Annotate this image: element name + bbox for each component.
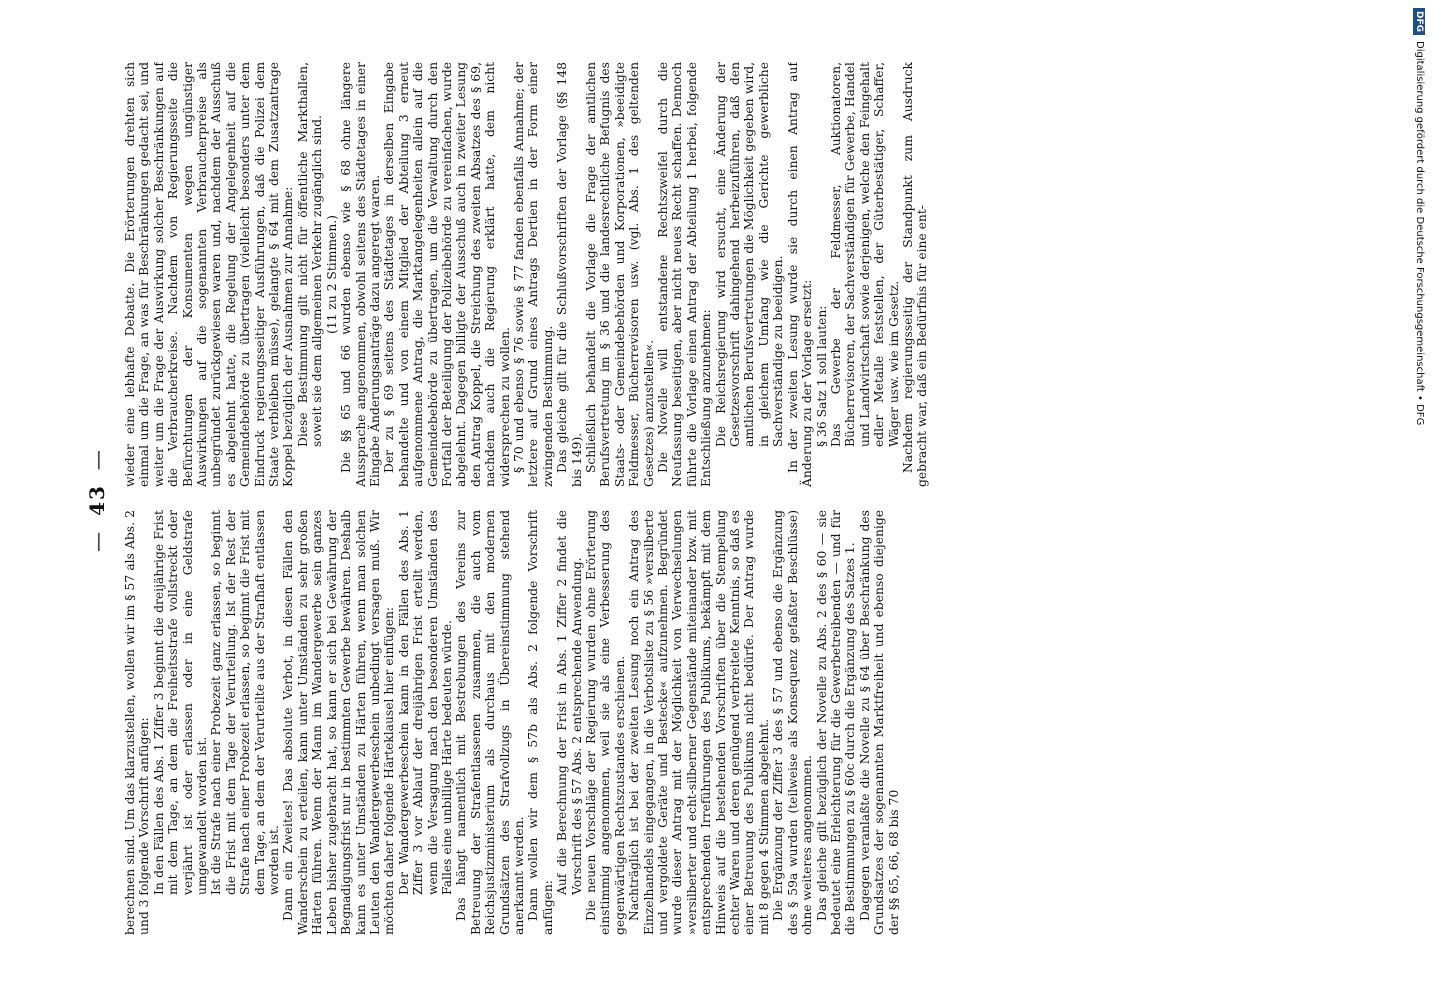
right-column: [123, 62, 1313, 487]
paragraph: Die Novelle will entstandene Rechtszweifel durch die Neufassung beseitigen, aber nicht neues Recht schaffen. Dennoch führte die Vorlage einen Antrag der Abteilung 1 herbei, folgende Entschließung anzunehmen:: [656, 62, 714, 487]
page-number: 43: [85, 484, 109, 516]
paragraph: Das Gewerbe der Feldmesser, Auktionatoren, Bücherrevisoren, der Sachverständigen für Gewerbe, Handel und Landwirtschaft sowie derjenigen, welche den Feingehalt edler Metalle feststellen, der Güterbestätiger, Schaffer, Wäger usw. wie im Gesetz.: [828, 62, 901, 447]
rotated-page: [77, 50, 1337, 950]
paragraph: Dagegen veranlaßte die Novelle zu § 64 über Beschränkung des Grundsatzes der sogenannten Marktfreiheit und ebenso diejenige der §§ 65, 66, 68 bis 70: [857, 510, 901, 935]
header-dash-left: —: [85, 529, 109, 552]
paragraph: Das gleiche gilt für die Schlußvorschriften der Vorlage (§§ 148 bis 149).: [555, 62, 584, 487]
paragraph: Ist die Strafe nach einer Probezeit ganz erlassen, so beginnt die Frist mit dem Tage der Verurteilung. Ist der Rest der Strafe nach einer Probezeit erlassen, so beginnt die Frist mit dem Tage, an dem der Verurteilte aus der Strafhaft entlassen worden ist.: [209, 510, 282, 895]
paragraph: In der zweiten Lesung wurde sie durch einen Antrag auf Änderung zu der Vorlage ersetzt:: [785, 62, 815, 487]
page-inner: [77, 50, 1337, 950]
paragraph: Die neuen Vorschläge der Regierung wurden ohne Erörterung einstimmig angenommen, weil sie als eine Verbesserung des gegenwärtigen Rechtszustandes erschienen.: [584, 510, 627, 935]
paragraph: Dann wollen wir dem § 57b als Abs. 2 folgende Vorschrift anfügen:: [526, 510, 555, 935]
credit-label: Digitalisierung gefördert durch die Deutsche Forschungsgemeinschaft • DFG: [1414, 41, 1425, 426]
paragraph: Dann ein Zweites! Das absolute Verbot, in diesen Fällen den Wanderschein zu erteilen, kann unter Umständen zu sehr großen Härten führen. Wenn der Mann im Wandergewerbe sein ganzes Leben bisher zugebracht hat, so kann er sich bei Gewährung der Begnadigungsfrist nur in bestimmten Gewerbe bewähren. Deshalb kann es unter Umständen zu Härten führen, wenn man solchen Leuten den Wandergewerbeschein unbedingt versagen muß. Wir möchten daher folgende Härteklausel hier einfügen:: [281, 510, 397, 935]
paragraph: berechnen sind. Um das klarzustellen, wollen wir im § 57 als Abs. 2 und 3 folgende Vorschrift anfügen:: [123, 510, 152, 935]
paragraph: § 36 Satz 1 soll lauten:: [814, 305, 829, 447]
paragraph: Die §§ 65 und 66 wurden ebenso wie § 68 ohne längere Aussprache angenommen, obwohl seitens des Städtetages in einer Eingabe Änderungsanträge dazu angeregt waren.: [339, 62, 382, 487]
paragraph: Nachträglich ist bei der zweiten Lesung noch ein Antrag des Einzelhandels eingegangen, in die Verbotsliste zu § 56 »versilberte und vergoldete Geräte und Bestecke« aufzunehmen. Begründet wurde dieser Antrag mit der Möglichkeit von Verwechselungen »versilberter und echt-silberner Gegenstände miteinander bzw. mit entsprechenden Irreführungen des Publikums, bekämpft mit dem Hinweis auf die bestehenden Vorschriften über die Stempelung echter Waren und deren genügend verbreitete Kenntnis, so daß es einer Betreuung des Publikums nicht bedürfe. Der Antrag wurde mit 8 gegen 4 Stimmen abgelehnt.: [627, 510, 771, 935]
paragraph: wieder eine lebhafte Debatte. Die Erörterungen drehten sich einmal um die Frage, an was für Beschränkungen gedacht sei, und weiter um die Frage der Auswirkung solcher Beschränkungen auf die Verbraucherkreise. Nachdem von Regierungsseite die Befürchtungen der Konsumenten wegen ungünstiger Auswirkungen auf die sogenannten Verbraucherpreise als unbegründet zurückgewiesen waren und, nachdem der Ausschuß es abgelehnt hatte, die Regelung der Angelegenheit auf die Gemeindebehörde zu übertragen (vielleicht besonders unter dem Eindruck regierungsseitiger Ausführungen, daß die Polizei dem Staate verbleiben müsse), gelangte § 64 mit dem Zusatzantrage Koppel bezüglich der Ausnahmen zur Annahme:: [123, 62, 296, 487]
paragraph: Der zu § 69 seitens des Städtetages in derselben Eingabe behandelte und von einem Mitglied der Abteilung 3 erneut aufgenommene Antrag, die Marktangelegenheiten allein auf die Gemeindebehörde zu übertragen, um die Verwaltung durch den Fortfall der Beteiligung der Polizeibehörde zu vereinfachen, wurde abgelehnt. Dagegen billigte der Ausschuß auch in zweiter Lesung den Antrag Koppel, die Streichung des zweiten Absatzes des § 69, nachdem auch die Regierung erklärt hatte, dem nicht widersprechen zu wollen.: [382, 62, 512, 487]
paragraph: Nachdem regierungsseitig der Standpunkt zum Ausdruck gebracht war, daß ein Bedürfnis für eine ent-: [900, 62, 930, 487]
paragraph: Die Ergänzung der Ziffer 3 des § 57 und ebenso die Ergänzung des § 59a wurden (teilweise als Konsequenz gefaßter Beschlüsse) ohne weiteres angenommen.: [771, 510, 815, 935]
header-dash-right: —: [85, 448, 109, 471]
paragraph: Schließlich behandelt die Vorlage die Frage der amtlichen Berufsvertretung im § 36 und die landesrechtliche Befugnis des Staats- oder Gemeindebehörden und Korporationen, »beeidigte Feldmesser, Bücherrevisoren usw. (vgl. Abs. 1 des geltenden Gesetzes) anzustellen«.: [584, 62, 656, 487]
page-header: [77, 50, 117, 950]
paragraph: § 70 und ebenso § 76 sowie § 77 fanden ebenfalls Annahme; der letztere auf Grund eines Antrags Dertien in der Form einer zwingenden Bestimmung.: [511, 62, 555, 487]
left-column: [123, 510, 1313, 935]
paragraph: Diese Bestimmung gilt nicht für öffentliche Markthallen, soweit sie dem allgemeinen Verkehr zugänglich sind.: [295, 62, 325, 447]
paragraph: Der Wandergewerbeschein kann in den Fällen des Abs. 1 Ziffer 3 vor Ablauf der dreijährigen Frist erteilt werden, wenn die Versagung nach den besonderen Umständen des Falles eine unbillige Härte bedeuten würde.: [396, 510, 454, 895]
paragraph: Die Reichsregierung wird ersucht, eine Änderung der Gesetzesvorschrift dahingehend herbeizuführen, daß den amtlichen Berufsvertretungen die Möglichkeit gegeben wird, in gleichem Umfang wie die Gerichte gewerbliche Sachverständige zu beeidigen.: [713, 62, 786, 447]
side-credit-text: [1412, 8, 1426, 992]
dfg-logo: DFG: [1413, 8, 1425, 35]
paragraph: Auf die Berechnung der Frist in Abs. 1 Ziffer 2 findet die Vorschrift des § 57 Abs. 2 entsprechende Anwendung.: [555, 510, 584, 895]
side-credit: [1412, 8, 1426, 992]
paragraph: Das hängt namentlich mit Bestrebungen des Vereins zur Betreuung der Strafentlassenen zusammen, die auch vom Reichsjustizministerium als durchaus mit den modernen Grundsätzen des Strafvollzugs in Übereinstimmung stehend anerkannt werden.: [454, 510, 526, 935]
paragraph: Das gleiche gilt bezüglich der Novelle zu Abs. 2 des § 60 — sie bedeutet eine Erleichterung für die Gewerbetreibenden — und für die Bestimmungen zu § 60c durch die Ergänzung des Satzes 1.: [814, 510, 858, 935]
paragraph: (11 zu 2 Stimmen.): [324, 215, 339, 334]
paragraph: In den Fällen des Abs. 1 Ziffer 3 beginnt die dreijährige Frist mit dem Tage, an dem die Freiheitsstrafe vollstreckt oder verjährt ist oder erlassen oder in eine Geldstrafe umgewandelt worden ist.: [151, 510, 210, 895]
